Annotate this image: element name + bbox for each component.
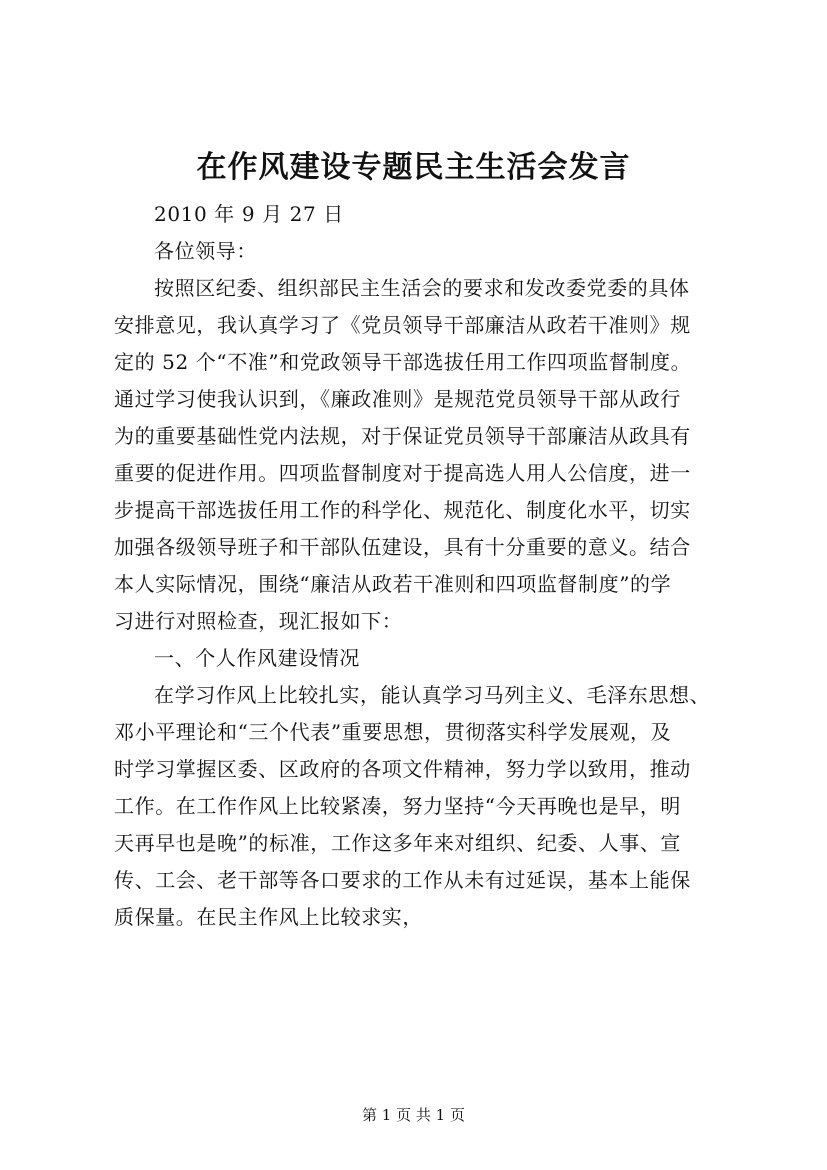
paragraph-line: 通过学习使我认识到，《廉政准则》是规范党员领导干部从政行 xyxy=(114,387,681,411)
paragraph-line: 安排意见，我认真学习了《党员领导干部廉洁从政若干准则》规 xyxy=(114,313,691,337)
paragraph-line: 天再早也是晚”的标准，工作这多年来对组织、纪委、人事、宣 xyxy=(114,831,682,855)
paragraph-line: 步提高干部选拔任用工作的科学化、规范化、制度化水平，切实 xyxy=(114,498,691,522)
paragraph-line: 邓小平理论和“三个代表”重要思想，贯彻落实科学发展观，及 xyxy=(114,720,672,744)
paragraph-line: 按照区纪委、组织部民主生活会的要求和发改委党委的具体 xyxy=(154,276,690,300)
paragraph-line: 质保量。在民主作风上比较求实， xyxy=(114,905,423,929)
paragraph-line: 加强各级领导班子和干部队伍建设，具有十分重要的意义。结合 xyxy=(114,535,691,559)
document-body xyxy=(114,196,722,936)
paragraph-line: 本人实际情况，围绕“廉洁从政若干准则和四项监督制度”的学 xyxy=(114,572,672,596)
paragraph-line: 传、工会、老干部等各口要求的工作从未有过延误，基本上能保 xyxy=(114,868,691,892)
paragraph-line: 重要的促进作用。四项监督制度对于提高选人用人公信度，进一 xyxy=(114,461,691,485)
paragraph-line: 为的重要基础性党内法规，对于保证党员领导干部廉洁从政具有 xyxy=(114,424,691,448)
page-number-footer: 第 1 页 共 1 页 xyxy=(362,1106,465,1124)
paragraph-line: 在学习作风上比较扎实，能认真学习马列主义、毛泽东思想、 xyxy=(154,683,711,707)
paragraph-line: 工作。在工作作风上比较紧凑，努力坚持“今天再晚也是早，明 xyxy=(114,794,682,818)
document-title: 在作风建设专题民主生活会发言 xyxy=(196,150,631,185)
section-heading: 一、个人作风建设情况 xyxy=(154,646,360,670)
salutation-line: 各位领导： xyxy=(154,239,257,263)
date-line: 2010 年 9 月 27 日 xyxy=(154,202,344,226)
paragraph-line: 定的 52 个“不准”和党政领导干部选拔任用工作四项监督制度。 xyxy=(114,350,692,374)
paragraph-line: 习进行对照检查，现汇报如下： xyxy=(114,609,403,633)
paragraph-line: 时学习掌握区委、区政府的各项文件精神，努力学以致用，推动 xyxy=(114,757,691,781)
